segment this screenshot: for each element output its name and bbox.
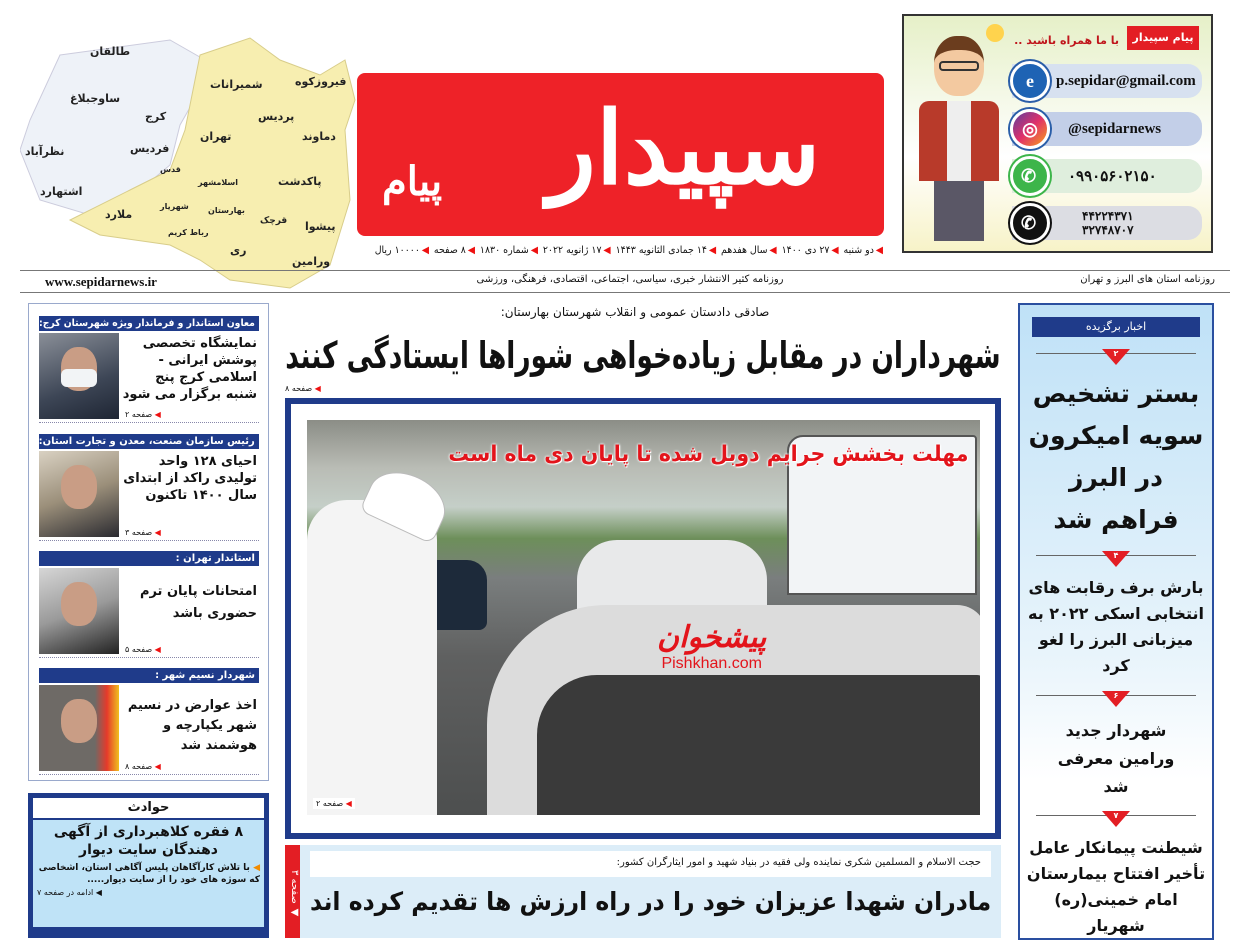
map-label: پاکدشت — [278, 175, 322, 188]
page-number: ۴ — [1113, 551, 1119, 560]
photo-caption-box — [448, 442, 968, 467]
phone-number-2[interactable]: ۳۲۷۴۸۷۰۷ — [1082, 223, 1134, 237]
watermark — [657, 620, 766, 673]
whatsapp-number[interactable]: ۰۹۹۰۵۶۰۲۱۵۰ — [1068, 168, 1157, 185]
website-link[interactable]: www.sepidarnews.ir — [45, 274, 157, 289]
map-label: اشتهارد — [40, 185, 83, 198]
news-source: رئیس سازمان صنعت، معدن و تجارت استان: — [38, 436, 255, 447]
map-label: فیروزکوه — [295, 75, 347, 88]
divider — [20, 292, 1230, 293]
page-marker — [1036, 811, 1196, 831]
bottom-kicker-box — [310, 851, 991, 877]
region-label: روزنامه استان های البرز و تهران — [1080, 274, 1215, 285]
map-label: فردیس — [130, 142, 170, 155]
map-label: ورامین — [292, 255, 331, 268]
page-ref[interactable]: ◀ صفحه ۸ — [125, 762, 161, 771]
map-label: ساوجبلاغ — [70, 92, 121, 105]
main-headline[interactable]: شهرداران در مقابل زیاده‌خواهی شوراها ایستادگی کنند — [284, 334, 1001, 377]
map-label: شمیرانات — [210, 78, 263, 91]
accidents-title[interactable]: ۸ فقره کلاهبرداری از آگهی دهندگان سایت دیوار — [53, 824, 244, 858]
windshield-shape — [537, 675, 980, 815]
map-label: شهریار — [160, 202, 189, 211]
news-source-bar — [39, 434, 259, 449]
news-item[interactable] — [39, 551, 259, 666]
whatsapp-icon: ✆ — [1010, 156, 1050, 196]
news-source: معاون استاندار و فرماندار ویژه شهرستان کرج: — [39, 318, 255, 329]
featured-item[interactable]: بارش برف رقابت های انتخابی اسکی ۲۰۲۲ به میزبانی البرز را لغو کرد — [1028, 578, 1204, 675]
page-ref[interactable]: ◀ صفحه ۳ — [125, 528, 161, 537]
logo-title: سپیدار — [547, 89, 821, 207]
news-title[interactable]: امتحانات پایان ترم حضوری باشد — [139, 584, 257, 621]
featured-item[interactable]: بستر تشخیص سویه امیکرون در البرز فراهم شد — [1028, 379, 1204, 534]
browser-icon: e — [1010, 61, 1050, 101]
news-source-bar — [39, 551, 259, 566]
issue-price: ۱۰۰۰۰ ریال — [374, 245, 421, 256]
continue-link[interactable]: ◀ ادامه در صفحه ۷ — [37, 888, 102, 897]
issue-info: ◀دو شنبه ◀۲۷ دی ۱۴۰۰ ◀سال هفدهم ◀۱۴ جمادی الثانویه ۱۴۴۳ ◀۱۷ ژانویه ۲۰۲۲ ◀شماره ۱۸۳۰ ◀۸ صفحه ◀۱۰۰۰۰ ریال — [374, 245, 884, 256]
map-label: بهارستان — [208, 206, 245, 215]
page-number: ۶ — [1113, 691, 1119, 700]
traffic-police-photo[interactable] — [307, 420, 980, 815]
instagram-row — [1012, 112, 1202, 146]
person-photo — [39, 333, 119, 419]
issue-date-gregorian: ۱۷ ژانویه ۲۰۲۲ — [543, 245, 602, 256]
featured-news-column — [1018, 303, 1214, 940]
email-text[interactable]: p.sepidar@gmail.com — [1056, 72, 1196, 89]
page-marker — [1036, 551, 1196, 571]
page-ref[interactable]: ◀ صفحه ۵ — [125, 645, 161, 654]
province-map — [20, 30, 360, 290]
issue-date-hijri: ۱۴ جمادی الثانویه ۱۴۴۳ — [615, 245, 708, 256]
officer-shape — [307, 500, 437, 815]
news-title[interactable]: نمایشگاه تخصصی پوشش ایرانی - اسلامی کرج پنج شنبه برگزار می شود — [122, 336, 257, 402]
news-item[interactable] — [39, 316, 259, 431]
news-item[interactable] — [39, 434, 259, 549]
map-label: قدس — [160, 165, 181, 174]
bottom-story — [285, 845, 1001, 938]
watermark-fa: پیشخوان — [657, 620, 767, 655]
logo-prefix: پیام — [382, 158, 443, 205]
map-label: پردیس — [258, 110, 295, 123]
page-marker — [1036, 691, 1196, 711]
news-item[interactable] — [39, 668, 259, 783]
featured-header: اخبار برگزیده — [1032, 317, 1200, 337]
news-source: استاندار تهران : — [175, 553, 255, 564]
left-news-column — [28, 303, 269, 781]
issue-year: سال هفدهم — [721, 245, 768, 256]
featured-item[interactable]: شیطنت پیمانکار عامل تأخیر افتتاح بیمارستان امام خمینی(ره) شهریار — [1026, 838, 1206, 935]
masthead-logo — [357, 73, 884, 236]
person-photo — [39, 568, 119, 654]
map-label: رباط کریم — [168, 228, 209, 237]
news-source-bar — [39, 668, 259, 683]
email-row — [1012, 64, 1202, 98]
page-number: ۲ — [1113, 349, 1119, 358]
map-label: طالقان — [90, 45, 131, 58]
phone-icon: ✆ — [1010, 203, 1050, 243]
photo-page-ref[interactable]: ◀ صفحه ۲ — [313, 798, 355, 809]
cartoon-man-illustration — [914, 26, 1004, 246]
page-ref[interactable]: ◀ صفحه ۲ — [125, 410, 161, 419]
news-title[interactable]: اخذ عوارض در نسیم شهر یکپارچه و هوشمند شد — [127, 698, 257, 753]
page-strip[interactable]: صفحه ۳ ◀ — [285, 845, 300, 938]
headline-page-ref[interactable]: ◀ صفحه ۸ — [285, 384, 321, 393]
map-label: تهران — [200, 130, 232, 143]
divider — [20, 270, 1230, 271]
logo-title-box — [504, 73, 864, 223]
map-label: ملارد — [105, 208, 133, 221]
map-shape — [20, 30, 360, 290]
accidents-header: حوادث — [33, 798, 264, 818]
news-source: شهردار نسیم شهر : — [155, 670, 255, 681]
page-number: ۷ — [1113, 811, 1119, 820]
accidents-box — [28, 793, 269, 938]
bottom-headline[interactable]: مادران شهدا عزیزان خود را در راه ارزش ها تقدیم کرده اند — [309, 887, 992, 916]
accidents-lead: ◀ با تلاش کارآگاهان پلیس آگاهی استان، اشخاصی که سوژه های خود را از سایت دیوار..... — [37, 862, 260, 886]
main-photo-frame — [285, 398, 1001, 839]
issue-date-persian: ۲۷ دی ۱۴۰۰ — [781, 245, 830, 256]
instagram-icon: ◎ — [1010, 109, 1050, 149]
issue-day: دو شنبه — [843, 245, 875, 256]
watermark-en: Pishkhan.com — [661, 655, 762, 672]
instagram-text[interactable]: @sepidarnews — [1068, 120, 1162, 137]
issue-pages: ۸ صفحه — [434, 245, 467, 256]
contact-ad — [902, 14, 1213, 253]
main-kicker: صادقی دادستان عمومی و انقلاب شهرستان بهارستان: — [500, 305, 770, 319]
map-label: دماوند — [302, 130, 336, 143]
phone-number-1[interactable]: ۴۴۲۲۴۳۷۱ — [1082, 209, 1134, 223]
featured-item[interactable]: شهردار جدید ورامین معرفی شد — [1057, 721, 1175, 796]
whatsapp-row — [1012, 159, 1202, 193]
map-label: ری — [230, 244, 247, 257]
news-source-bar — [39, 316, 259, 331]
news-title[interactable]: احیای ۱۲۸ واحد تولیدی راکد از ابتدای سال ۱۴۰۰ تاکنون — [123, 454, 257, 503]
person-photo — [39, 685, 119, 771]
phone-row — [1012, 206, 1202, 240]
issue-number: شماره ۱۸۳۰ — [480, 245, 530, 256]
tagline: روزنامه کثیر الانتشار خبری، سیاسی، اجتماعی، اقتصادی، فرهنگی، ورزشی — [476, 274, 784, 285]
bottom-kicker: حجت الاسلام و المسلمین شکری نماینده ولی فقیه در بنیاد شهید و امور ایثارگران کشور: — [616, 857, 981, 868]
person-photo — [39, 451, 119, 537]
ad-slogan: با ما همراه باشید .. — [1014, 34, 1119, 47]
page-marker — [1036, 349, 1196, 369]
map-label: نظرآباد — [25, 145, 65, 158]
bottom-headline-box — [310, 887, 991, 916]
map-label: قرچک — [260, 216, 288, 226]
ad-brand-logo: پیام سپیدار — [1127, 26, 1199, 50]
main-headline-box — [285, 334, 1000, 380]
photo-caption[interactable]: مهلت بخشش جرایم دوبل شده تا پایان دی ماه است — [447, 442, 969, 467]
map-label: اسلامشهر — [198, 178, 239, 187]
map-label: کرج — [145, 110, 167, 123]
map-label: پیشوا — [305, 220, 336, 233]
